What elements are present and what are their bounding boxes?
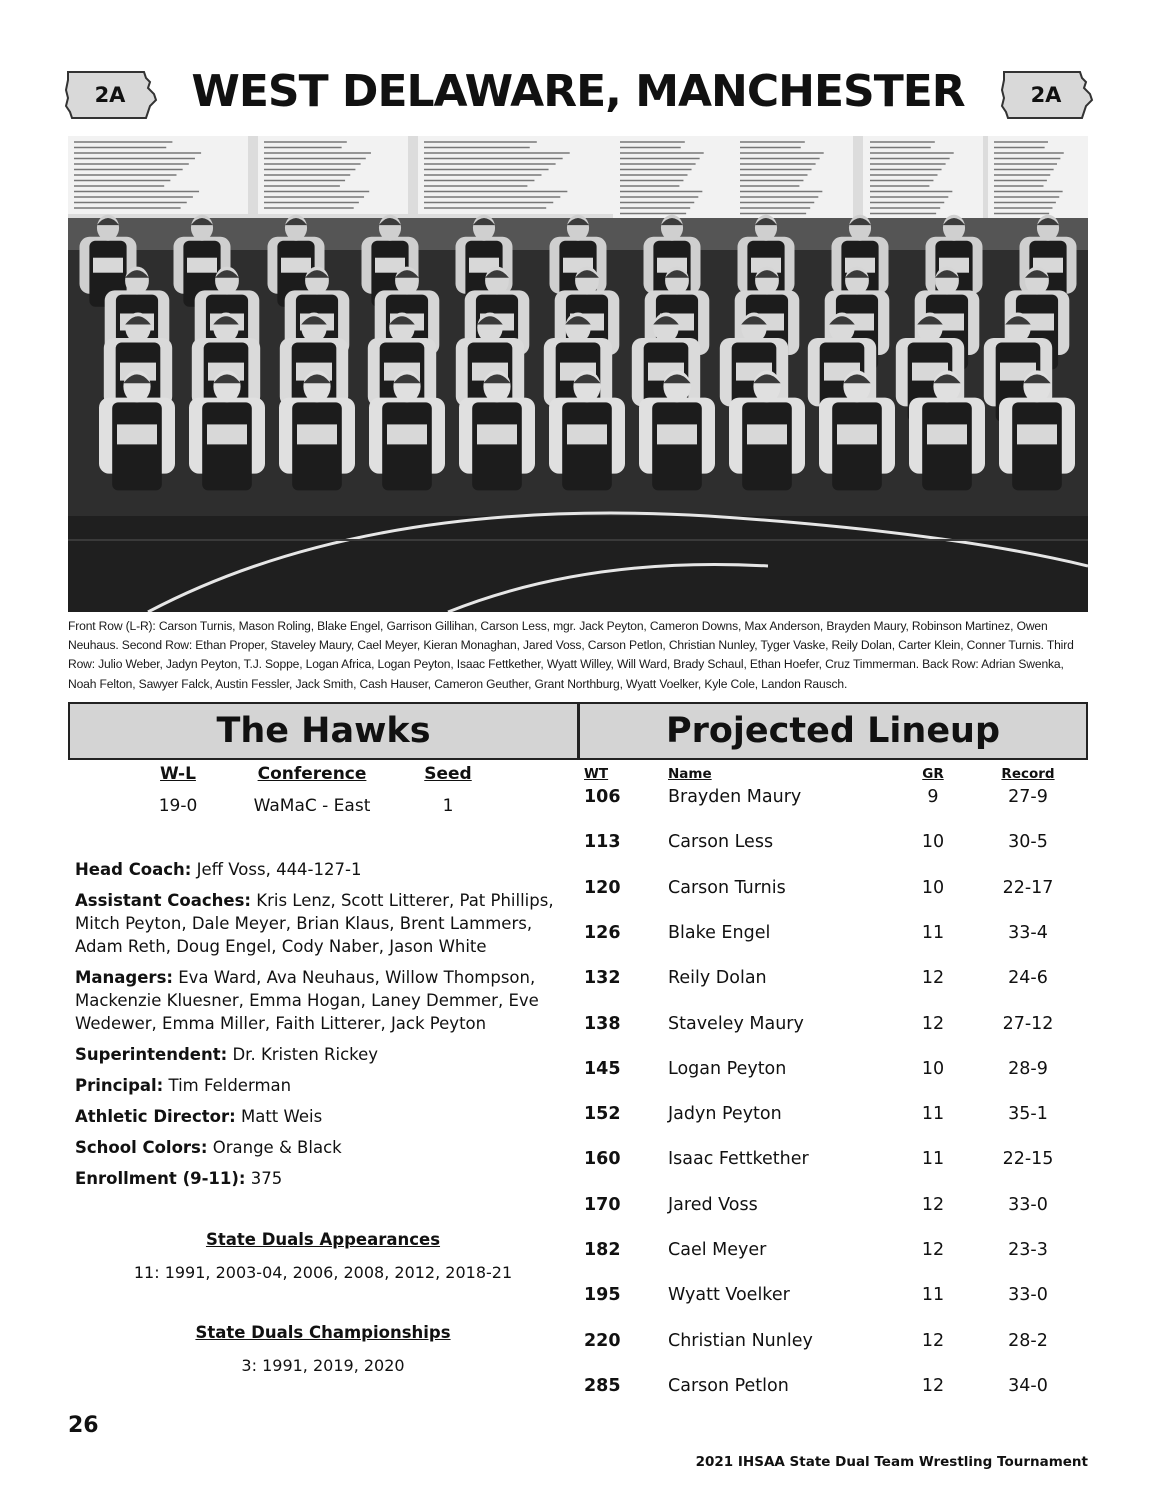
lineup-grade: 12 [921,1013,945,1034]
lineup-weight: 126 [584,922,621,943]
lineup-record: 28-9 [1008,1058,1048,1079]
lineup-weight: 160 [584,1149,621,1170]
lineup-record: 30-5 [1008,832,1048,853]
lineup-col-record: Record [1001,766,1055,782]
team-title: WEST DELAWARE, MANCHESTER [191,66,965,117]
lineup-name: Carson Turnis [668,877,786,898]
appearances-title: State Duals Appearances [205,1230,441,1249]
lineup-grade: 12 [921,968,945,989]
lineup-grade: 12 [921,1330,945,1351]
lineup-col-wt: WT [584,766,609,782]
page-number: 26 [68,1413,99,1438]
lineup-weight: 138 [584,1013,621,1034]
lineup-grade: 10 [921,832,945,853]
lineup-record: 22-17 [1002,877,1054,898]
athletic-director: Athletic Director: Matt Weis [75,1107,323,1126]
lineup-weight: 120 [584,877,621,898]
lineup-grade: 12 [921,1375,945,1396]
lineup-weight: 195 [584,1285,621,1306]
wl-header: W-L [160,764,196,784]
lineup-weight: 152 [584,1104,621,1125]
lineup-record: 33-4 [1008,922,1048,943]
lineup-row [580,787,1090,817]
page-header [60,58,1096,132]
appearances-value: 11: 1991, 2003-04, 2006, 2008, 2012, 2018-21 [133,1263,513,1282]
lineup-weight: 285 [584,1375,621,1396]
lineup-name: Staveley Maury [668,1013,804,1034]
lineup-row [580,1285,1090,1315]
lineup-name: Cael Meyer [668,1240,767,1260]
lineup-name: Jared Voss [668,1194,758,1215]
lineup-grade: 11 [921,922,945,943]
lineup-record: 27-9 [1008,787,1048,807]
lineup-grade: 11 [921,1149,945,1170]
lineup-record: 27-12 [1002,1013,1054,1034]
superintendent: Superintendent: Dr. Kristen Rickey [75,1045,379,1064]
lineup-record: 34-0 [1008,1375,1048,1396]
lineup-row [580,832,1090,862]
lineup-record: 35-1 [1008,1104,1048,1125]
lineup-row [580,1240,1090,1270]
lineup-row [580,1195,1090,1225]
lineup-name: Jadyn Peyton [668,1104,782,1125]
conference-value: WaMaC - East [253,796,371,816]
principal: Principal: Tim Felderman [75,1076,292,1095]
publication-title: 2021 IHSAA State Dual Team Wrestling Tournament [695,1454,1088,1470]
class-badge-label: 2A [1030,83,1062,107]
seed-header: Seed [424,764,472,784]
lineup-row [580,1331,1090,1361]
enrollment: Enrollment (9-11): 375 [75,1169,283,1188]
lineup-weight: 170 [584,1194,621,1215]
managers: Managers: Eva Ward, Ava Neuhaus, Willow Thompson, Mackenzie Kluesner, Emma Hogan, Laney Demmer, Eve Wedewer, Emma Miller, Faith Litterer, Jack Peyton [75,968,539,1033]
lineup-record: 22-15 [1002,1149,1054,1170]
lineup-grade: 9 [927,787,939,807]
hawks-section-title: The Hawks [68,702,579,760]
conference-header: Conference [257,764,367,784]
lineup-grade: 12 [921,1194,945,1215]
lineup-weight: 220 [584,1330,621,1351]
lineup-grade: 10 [921,1058,945,1079]
lineup-record: 33-0 [1008,1194,1048,1215]
lineup-name: Isaac Fettkether [668,1149,809,1170]
championships-value: 3: 1991, 2019, 2020 [241,1356,405,1375]
lineup-grade: 12 [921,1240,945,1260]
lineup-col-name: Name [668,766,712,782]
lineup-weight: 132 [584,968,621,989]
team-photo [68,136,1088,612]
school-colors: School Colors: Orange & Black [75,1138,342,1157]
lineup-name: Wyatt Voelker [668,1285,790,1306]
class-badge-left [64,66,160,124]
lineup-name: Christian Nunley [668,1330,813,1351]
lineup-name: Logan Peyton [668,1058,787,1079]
lineup-record: 23-3 [1008,1240,1048,1260]
lineup-weight: 106 [584,787,621,807]
lineup-name: Blake Engel [668,922,771,943]
lineup-name: Carson Less [668,832,774,853]
lineup-name: Brayden Maury [668,787,802,807]
head-coach: Head Coach: Jeff Voss, 444-127-1 [75,860,362,879]
photo-caption: Front Row (L-R): Carson Turnis, Mason Roling, Blake Engel, Garrison Gillihan, Carson Less, mgr. Jack Peyton, Cameron Downs, Max Anderson, Brayden Maury, Robinson Martinez, Owen Neuhaus. Second Row: Ethan Proper, Staveley Maury, Cael Meyer, Kieran Monaghan, Jared Voss, Carson Petlon, Christian Nunley, Tyger Vaske, Reily Dolan, Carter Klein, Conner Turnis. Third Row: Julio Weber, Jadyn Peyton, T.J. Soppe, Logan Africa, Logan Peyton, Isaac Fettkether, Wyatt Willey, Will Ward, Brady Schaul, Ethan Hoefer, Cruz Timmerman. Back Row: Adrian Swenka, Noah Felton, Sawyer Falck, Austin Fessler, Jack Smith, Cash Hauser, Cameron Geuther, Grant Northburg, Wyatt Voelker, Kyle Cole, Landon Rausch. [68,619,1074,691]
lineup-row [580,923,1090,953]
lineup-record: 24-6 [1008,968,1048,989]
lineup-weight: 182 [584,1240,621,1260]
lineup-row [580,1376,1090,1406]
lineup-grade: 11 [921,1104,945,1125]
lineup-weight: 145 [584,1058,621,1079]
lineup-record: 33-0 [1008,1285,1048,1306]
lineup-weight: 113 [584,832,621,853]
class-badge-label: 2A [94,83,126,107]
lineup-row [580,1059,1090,1089]
championships-title: State Duals Championships [195,1323,451,1342]
lineup-grade: 10 [921,877,945,898]
class-badge-right [1000,66,1096,124]
lineup-record: 28-2 [1008,1330,1048,1351]
lineup-section-title: Projected Lineup [578,702,1088,760]
assistant-coaches: Assistant Coaches: Kris Lenz, Scott Litterer, Pat Phillips, Mitch Peyton, Dale Meyer, Brian Klaus, Brent Lammers, Adam Reth, Doug Engel, Cody Naber, Jason White [75,891,554,956]
lineup-row [580,1104,1090,1134]
lineup-row [580,968,1090,998]
seed-value: 1 [442,796,454,816]
lineup-row [580,878,1090,908]
lineup-col-gr: GR [922,766,944,782]
lineup-row [580,1149,1090,1179]
lineup-row [580,1014,1090,1044]
lineup-grade: 11 [921,1285,945,1306]
lineup-name: Carson Petlon [668,1375,789,1396]
lineup-name: Reily Dolan [668,968,767,989]
wl-value: 19-0 [158,796,198,816]
